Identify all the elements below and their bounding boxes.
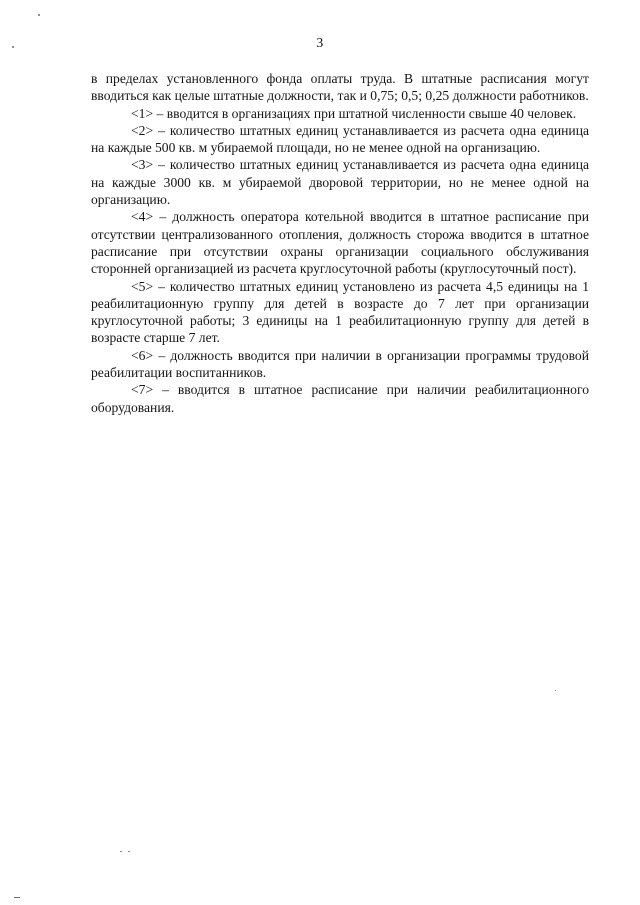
scan-speck [555,690,556,691]
page-number: 3 [316,36,324,51]
footnote-5: <5> – количество штатных единиц установлено из расчета 4,5 единицы на 1 реабилитационную группу для детей в возрасте до 7 лет при организации круглосуточной работы; 3 единицы на 1 реабилитационную группу для детей в возрасте старше 7 лет. [91,278,589,346]
scan-speck [12,46,14,48]
footnote-6: <6> – должность вводится при наличии в организации программы трудовой реабилитации воспитанников. [91,347,589,381]
footnote-1: <1> – вводится в организациях при штатной численности свыше 40 человек. [131,105,577,121]
scan-speck [38,14,40,16]
scan-speck [128,851,130,852]
scan-speck [120,851,122,852]
footnote-7: <7> – вводится в штатное расписание при наличии реабилитационного оборудования. [91,382,589,415]
footnote-3: <3> – количество штатных единиц устанавливается из расчета одна единица на каждые 3000 кв. м убираемой дворовой территории, но не менее одной на организацию. [91,157,589,208]
scan-speck [14,897,20,898]
document-body [91,70,589,416]
paragraph-continuation: в пределах установленного фонда оплаты труда. В штатные расписания могут вводиться как целые штатные должности, так и 0,75; 0,5; 0,25 должности работников. [91,71,589,104]
footnote-4: <4> – должность оператора котельной вводится в штатное расписание при отсутствии централизованного отопления, должность сторожа вводится в штатное расписание при отсутствии охраны организации социального обслуживания сторонней организацией из расчета круглосуточной работы (круглосуточный пост). [91,209,589,277]
footnote-2: <2> – количество штатных единиц устанавливается из расчета одна единица на каждые 500 кв. м убираемой площади, но не менее одной на организацию. [91,122,589,156]
